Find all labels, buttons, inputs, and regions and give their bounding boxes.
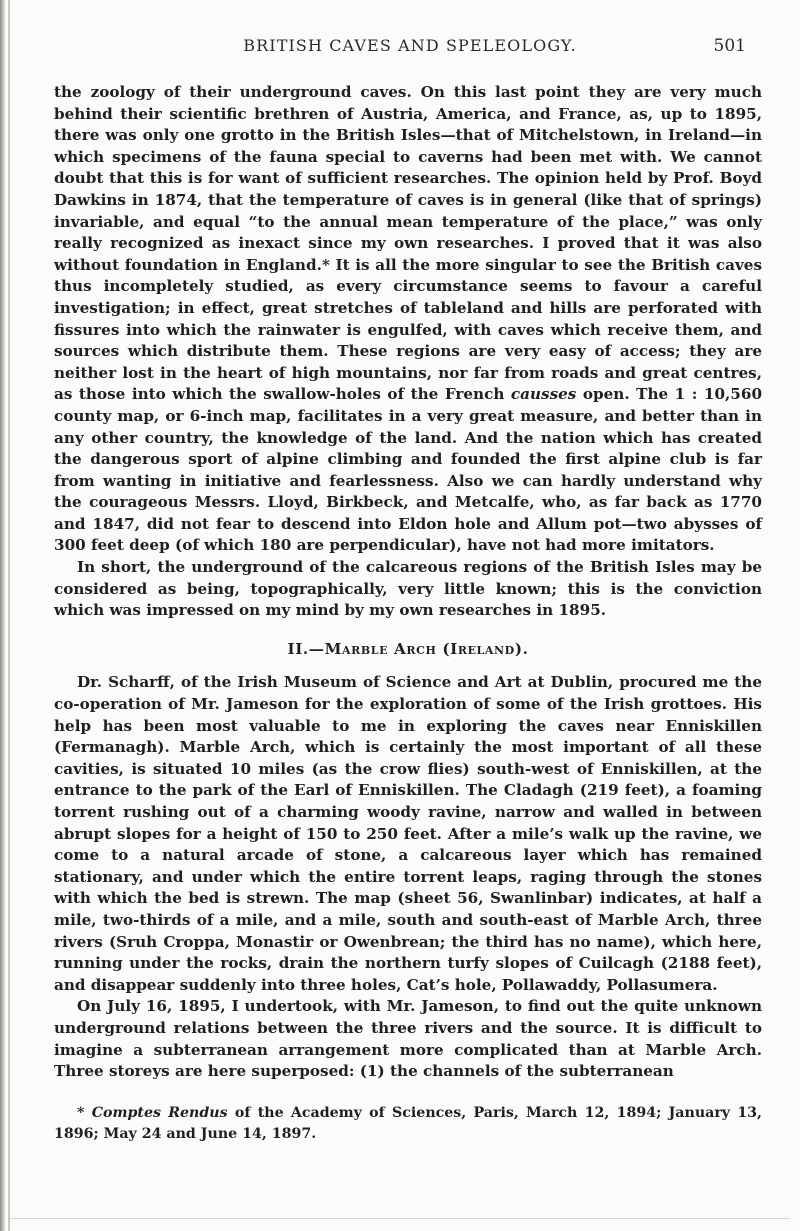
footnote-text: of the Academy of Sciences, Paris, March 12, 1894; January 13, 1896; May 24 and June 14, 1897.	[54, 1104, 762, 1142]
section-heading: II.—Marble Arch (Ireland).	[287, 639, 529, 658]
footnote-italic: Comptes Rendus	[91, 1104, 228, 1121]
paragraph-1-italic: causses	[510, 385, 577, 404]
paragraph-1-tail: open. The 1 : 10,560 county map, or 6-inch map, facilitates in a very great measure, and better than in any other country, the knowledge of the land. And the nation which has created the dangerous sport of alpine climbing and founded the first alpine club is far from wanting in initiative and fearlessness. Also we can hardly understand why the courageous Messrs. Lloyd, Birkbeck, and Metcalfe, who, as far back as 1770 and 1847, did not fear to descend into Eldon hole and Allum pot—two abysses of 300 feet deep (of which 180 are perpendicular), have not had more imitators.	[54, 385, 763, 555]
paragraph-1	[54, 82, 762, 557]
paragraph-3: Dr. Scharff, of the Irish Museum of Science and Art at Dublin, procured me the co-operation of Mr. Jameson for the exploration of some of the Irish grottoes. His help has been most valuable to me in exploring the caves near Enniskillen (Fermanagh). Marble Arch, which is certainly the most important of all these cavities, is situated 10 miles (as the crow flies) south-west of Enniskillen, at the entrance to the park of the Earl of Enniskillen. The Cladagh (219 feet), a foaming torrent rushing out of a charming woody ravine, narrow and walled in between abrupt slopes for a height of 150 to 250 feet. After a mile’s walk up the ravine, we come to a natural arcade of stone, a calcareous layer which has remained stationary, and under which the entire torrent leaps, raging through the stones with which the bed is strewn. The map (sheet 56, Swanlinbar) indicates, at half a mile, two-thirds of a mile, and a mile, south and south-east of Marble Arch, three rivers (Sruh Croppa, Monastir or Owenbrean; the third has no name), which here, running under the rocks, drain the northern turfy slopes of Cuilcagh (2188 feet), and disappear suddenly into three holes, Cat’s hole, Pollawaddy, Pollasumera.	[54, 673, 762, 994]
footnote-marker: *	[77, 1104, 92, 1121]
paragraph-4: On July 16, 1895, I undertook, with Mr. Jameson, to find out the quite unknown underground relations between the three rivers and the source. It is difficult to imagine a subterranean arrangement more complicated than at Marble Arch. Three storeys are here superposed: (1) the channels of the subterranean	[54, 997, 762, 1081]
paragraph-2: In short, the underground of the calcareous regions of the British Isles may be considered as being, topographically, very little known; this is the conviction which was impressed on my mind by my own researches in 1895.	[54, 558, 762, 620]
page-binding-line	[8, 0, 10, 1231]
page-number: 501	[713, 36, 746, 56]
body-text	[54, 82, 762, 1145]
page-binding-shadow	[0, 0, 6, 1231]
running-title: BRITISH CAVES AND SPELEOLOGY.	[243, 36, 577, 55]
page-bottom-edge	[10, 1218, 790, 1219]
footnote	[54, 1103, 762, 1145]
paragraph-1-text: the zoology of their underground caves. On this last point they are very much behind their scientific brethren of Austria, America, and France, as, up to 1895, there was only one grotto in the British Isles—that of Mitchelstown, in Ireland—in which specimens of the fauna special to caverns had been met with. We cannot doubt that this is for want of sufficient researches. The opinion held by Prof. Boyd Dawkins in 1874, that the temperature of caves is in general (like that of springs) invariable, and equal “to the annual mean temperature of the place,” was only really recognized as inexact since my own researches. I proved that it was also without foundation in England.* It is all the more singular to see the British caves thus incompletely studied, as every circumstance seems to favour a careful investigation; in effect, great stretches of tableland and hills are perforated with fissures into which the rainwater is engulfed, with caves which receive them, and sources which distribute them. These regions are very easy of access; they are neither lost in the heart of high mountains, nor far from roads and great centres, as those into which the swallow-holes of the French	[54, 83, 762, 404]
running-header	[0, 36, 800, 60]
